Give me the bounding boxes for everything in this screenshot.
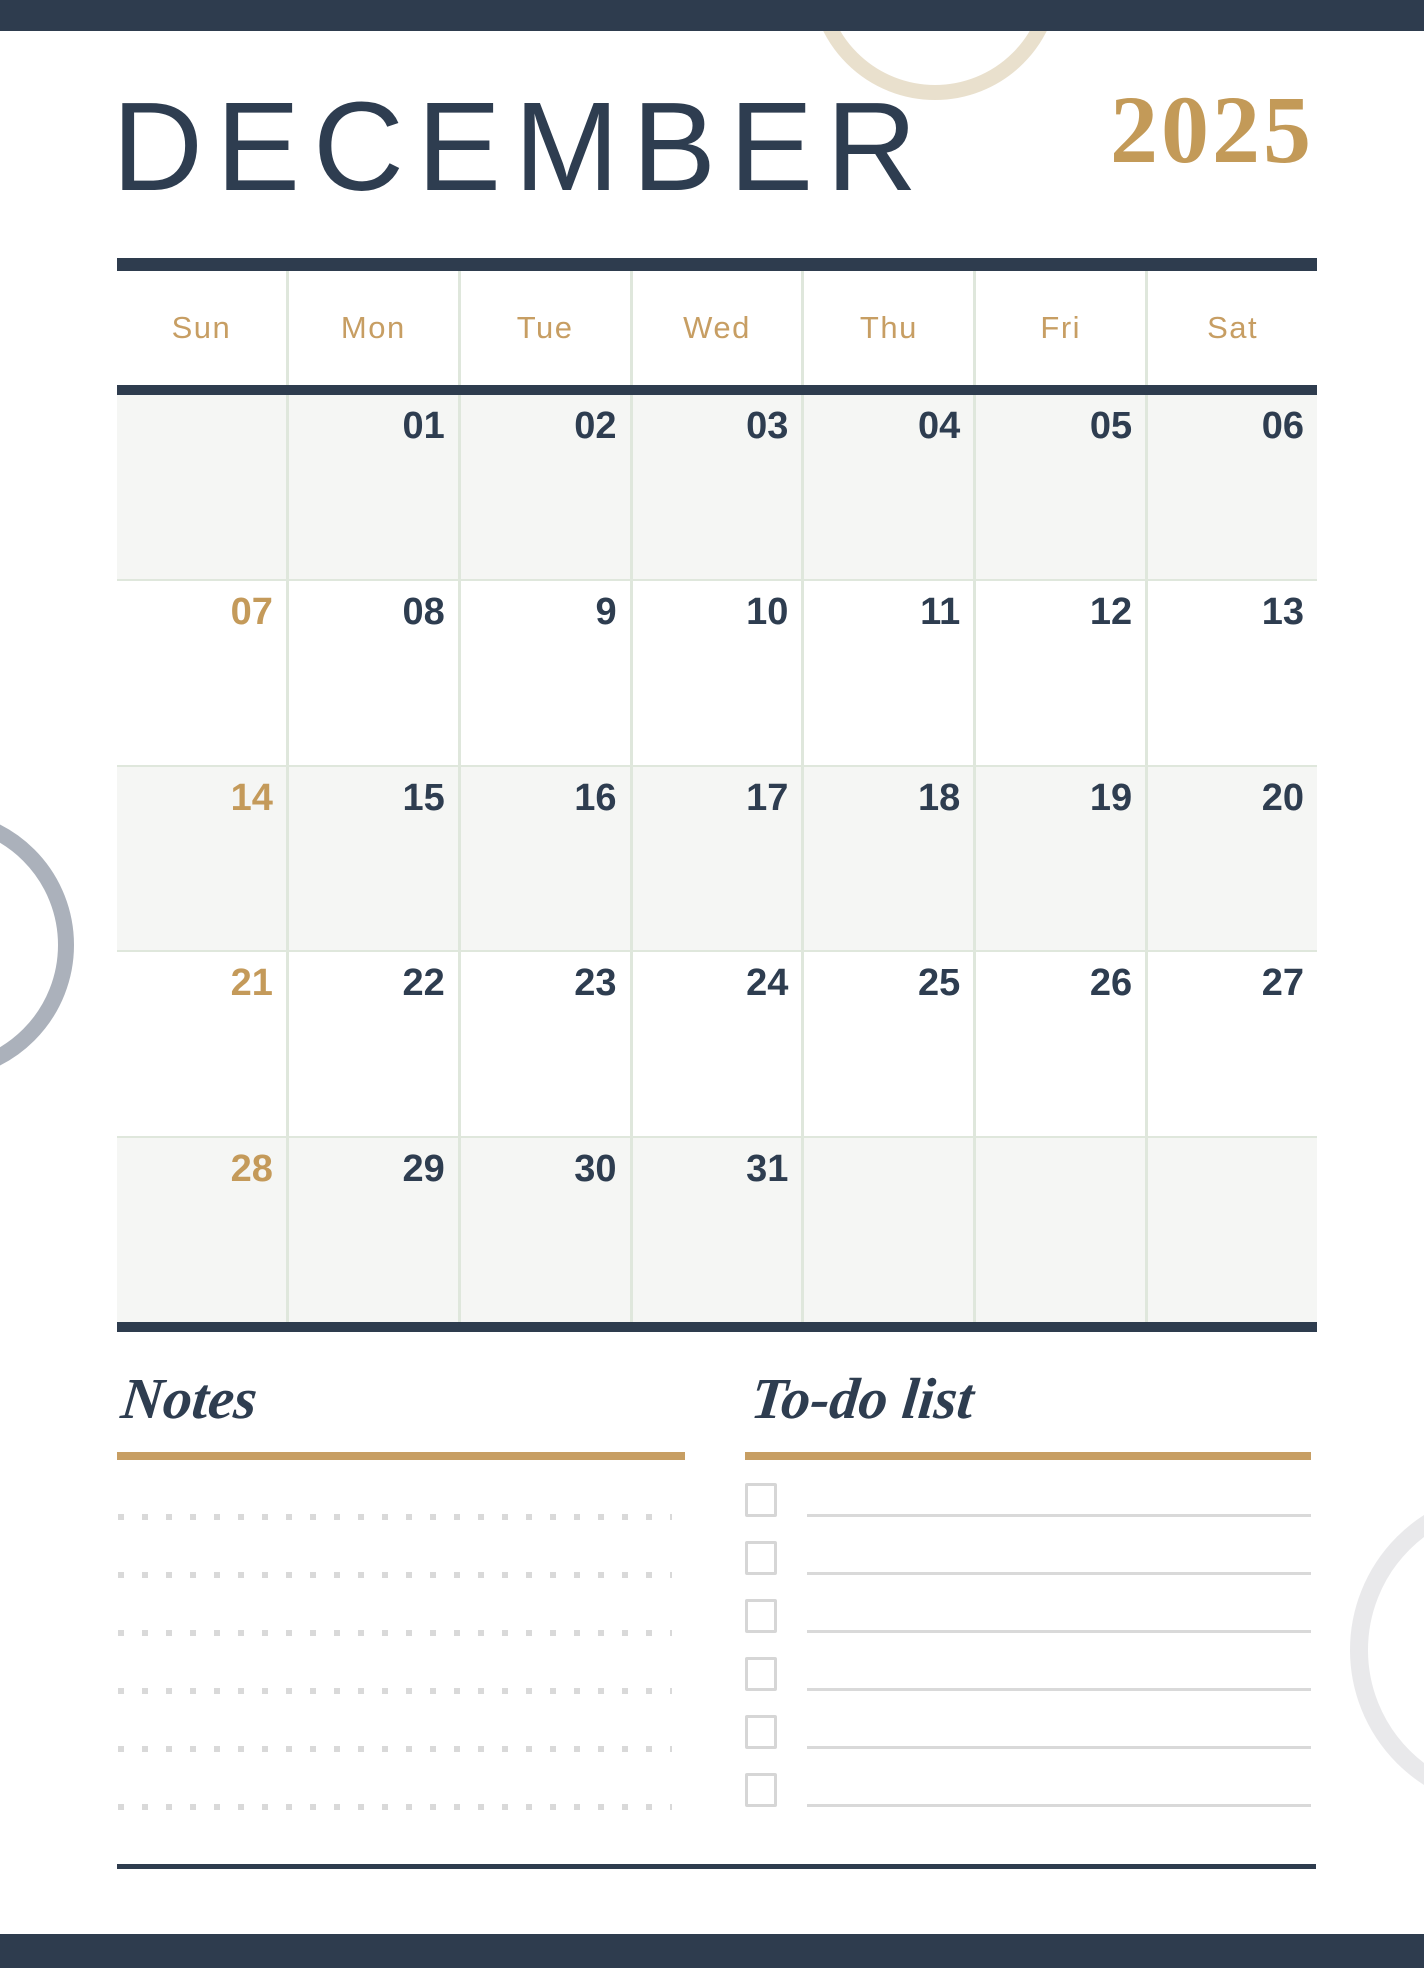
bottom-accent-bar bbox=[0, 1934, 1424, 1968]
day-cell bbox=[117, 581, 286, 765]
week-row bbox=[117, 579, 1317, 765]
day-cell bbox=[117, 395, 286, 579]
date-number: 01 bbox=[402, 405, 445, 447]
todo-write-line bbox=[807, 1688, 1311, 1691]
notes-dotted-line bbox=[118, 1572, 672, 1578]
day-cell bbox=[1145, 581, 1317, 765]
date-number: 31 bbox=[746, 1148, 789, 1191]
weekday-header-wed: Wed bbox=[630, 271, 802, 385]
todo-write-line bbox=[807, 1630, 1311, 1633]
date-number: 23 bbox=[574, 962, 617, 1005]
date-number: 12 bbox=[1089, 590, 1133, 633]
date-number: 28 bbox=[230, 1148, 273, 1191]
day-cell bbox=[286, 952, 458, 1136]
notes-dotted-line bbox=[118, 1630, 672, 1636]
weekday-header-row bbox=[117, 271, 1317, 385]
day-cell bbox=[286, 395, 458, 579]
week-row bbox=[117, 1136, 1317, 1322]
header-separator-bar bbox=[117, 258, 1317, 271]
day-cell bbox=[801, 952, 973, 1136]
todo-item bbox=[745, 1481, 1311, 1517]
weekday-header-sun: Sun bbox=[171, 310, 232, 345]
date-number: 03 bbox=[746, 405, 789, 447]
grid-bottom-bar bbox=[117, 1322, 1317, 1332]
weekday-header-tue: Tue bbox=[458, 271, 630, 385]
date-number: 06 bbox=[1261, 405, 1305, 447]
day-cell bbox=[117, 1138, 286, 1322]
day-cell bbox=[630, 952, 802, 1136]
day-cell bbox=[801, 1138, 973, 1322]
date-number: 11 bbox=[920, 590, 961, 633]
day-cell bbox=[801, 581, 973, 765]
todo-write-line bbox=[807, 1804, 1311, 1807]
todo-checkbox[interactable] bbox=[745, 1715, 777, 1749]
week-row bbox=[117, 765, 1317, 951]
day-cell bbox=[458, 581, 630, 765]
weekday-header-sat: Sat bbox=[1145, 271, 1317, 385]
date-number: 25 bbox=[918, 962, 961, 1005]
day-cell bbox=[630, 1138, 802, 1322]
notes-underline bbox=[117, 1452, 685, 1460]
day-cell bbox=[973, 1138, 1145, 1322]
date-number: 19 bbox=[1089, 776, 1133, 819]
todo-item bbox=[745, 1713, 1311, 1749]
todo-item bbox=[745, 1655, 1311, 1691]
day-cell bbox=[458, 395, 630, 579]
decorative-circle-left bbox=[0, 810, 74, 1080]
date-number: 9 bbox=[595, 590, 617, 633]
day-cell bbox=[1145, 767, 1317, 951]
date-number: 14 bbox=[230, 776, 273, 819]
date-number: 30 bbox=[574, 1148, 617, 1191]
decorative-circle-bottom-right bbox=[1350, 1490, 1424, 1810]
date-number: 29 bbox=[402, 1148, 445, 1191]
day-cell bbox=[117, 952, 286, 1136]
date-number: 26 bbox=[1089, 962, 1133, 1005]
todo-item bbox=[745, 1539, 1311, 1575]
date-number: 20 bbox=[1261, 776, 1305, 819]
notes-dotted-line bbox=[118, 1688, 672, 1694]
date-number: 02 bbox=[574, 405, 617, 447]
day-cell bbox=[801, 767, 973, 951]
todo-item bbox=[745, 1771, 1311, 1807]
notes-dotted-line bbox=[118, 1804, 672, 1810]
day-cell bbox=[973, 395, 1145, 579]
date-number: 13 bbox=[1261, 590, 1305, 633]
date-number: 21 bbox=[230, 962, 273, 1005]
day-cell bbox=[1145, 952, 1317, 1136]
day-cell bbox=[973, 767, 1145, 951]
todo-checkbox[interactable] bbox=[745, 1599, 777, 1633]
day-cell bbox=[286, 767, 458, 951]
weekday-header-fri: Fri bbox=[973, 271, 1145, 385]
day-cell bbox=[630, 767, 802, 951]
weekday-separator-bar bbox=[117, 385, 1317, 395]
todo-item bbox=[745, 1597, 1311, 1633]
notes-dotted-line bbox=[118, 1746, 672, 1752]
day-cell bbox=[630, 395, 802, 579]
todo-checkbox[interactable] bbox=[745, 1541, 777, 1575]
date-number: 07 bbox=[230, 590, 273, 633]
todo-write-line bbox=[807, 1746, 1311, 1749]
date-number: 08 bbox=[402, 590, 445, 633]
todo-write-line bbox=[807, 1514, 1311, 1517]
footer-rule bbox=[117, 1864, 1316, 1869]
notes-dotted-line bbox=[118, 1514, 672, 1520]
day-cell bbox=[1145, 395, 1317, 579]
day-cell bbox=[286, 1138, 458, 1322]
todo-checkbox[interactable] bbox=[745, 1773, 777, 1807]
day-cell bbox=[1145, 1138, 1317, 1322]
date-number: 10 bbox=[746, 590, 789, 633]
date-number: 24 bbox=[746, 962, 789, 1005]
date-number: 27 bbox=[1261, 962, 1305, 1005]
date-number: 17 bbox=[746, 776, 789, 819]
todo-underline bbox=[745, 1452, 1311, 1460]
date-number: 18 bbox=[918, 776, 961, 819]
day-cell bbox=[458, 952, 630, 1136]
day-cell bbox=[801, 395, 973, 579]
day-cell bbox=[286, 581, 458, 765]
day-cell bbox=[117, 767, 286, 951]
date-number: 15 bbox=[402, 776, 445, 819]
day-cell bbox=[458, 1138, 630, 1322]
todo-checkbox[interactable] bbox=[745, 1483, 777, 1517]
notes-title: Notes bbox=[118, 1366, 261, 1431]
todo-write-line bbox=[807, 1572, 1311, 1575]
date-number: 16 bbox=[574, 776, 617, 819]
year-label: 2025 bbox=[1110, 76, 1314, 183]
date-number: 22 bbox=[402, 962, 445, 1005]
calendar-grid bbox=[117, 395, 1317, 1322]
todo-checkbox[interactable] bbox=[745, 1657, 777, 1691]
weekday-header-mon: Mon bbox=[286, 271, 458, 385]
week-row bbox=[117, 950, 1317, 1136]
top-accent-bar bbox=[0, 0, 1424, 31]
day-cell bbox=[973, 952, 1145, 1136]
date-number: 05 bbox=[1089, 405, 1133, 447]
month-title: DECEMBER bbox=[112, 76, 931, 217]
day-cell bbox=[630, 581, 802, 765]
day-cell bbox=[973, 581, 1145, 765]
weekday-header-thu: Thu bbox=[801, 271, 973, 385]
date-number: 04 bbox=[918, 405, 961, 447]
todo-title: To-do list bbox=[748, 1366, 977, 1431]
day-cell bbox=[458, 767, 630, 951]
week-row bbox=[117, 395, 1317, 579]
